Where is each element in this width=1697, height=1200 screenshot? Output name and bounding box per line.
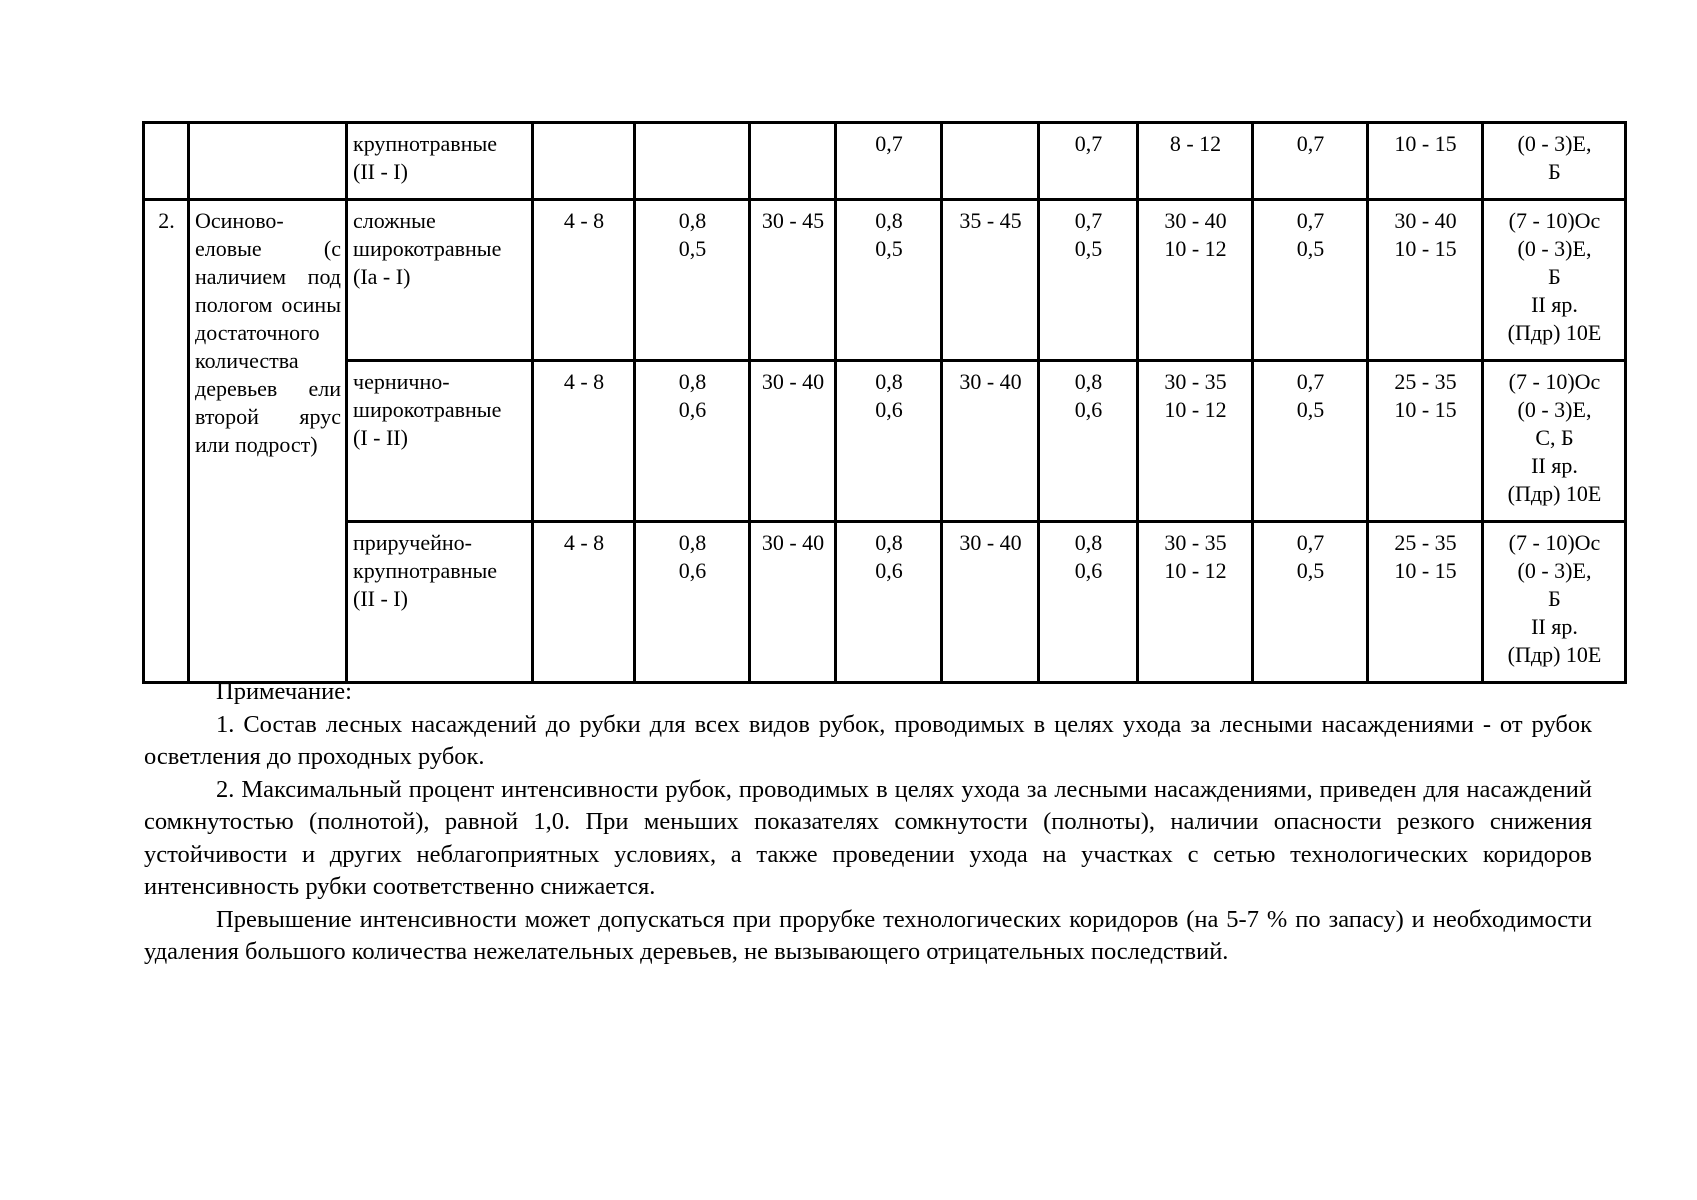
cell-value [942,123,1039,200]
cell-value [635,200,750,361]
cell-value [1368,522,1483,683]
cell-value [1368,200,1483,361]
cell-line: 0,8 [875,208,903,233]
cell-line: 30 - 40 [959,369,1022,394]
cell-line: (7 - 10)Ос [1508,369,1601,394]
cell-value [1253,123,1368,200]
cell-line: 0,5 [678,236,707,261]
cell-line: 4 - 8 [563,208,605,233]
cell-line: (II - I) [353,159,408,184]
notes-title: Примечание: [216,678,352,705]
cell-line: Б [1548,159,1561,184]
note-paragraph-1: 1. Состав лесных насаждений до рубки для всех видов рубок, проводимых в целях ухода за лесными насаждениями - от рубок осветления до проходных рубок. [144,710,1592,770]
cell-value [836,361,942,522]
cell-line: 30 - 45 [761,208,825,233]
cell-number: 2. [144,200,189,683]
cell-value [942,522,1039,683]
cell-line: широкотравные [353,236,502,261]
cell-value [1039,522,1138,683]
cell-line: 30 - 35 [1164,369,1227,394]
cell-line: (7 - 10)Ос [1508,530,1601,555]
cell-line: широкотравные [353,397,502,422]
cell-line: 0,5 [1296,558,1325,583]
cell-number [144,123,189,200]
cell-line: 0,6 [678,397,707,422]
cell-value [533,361,635,522]
cell-line: 0,6 [678,558,707,583]
cell-line: 8 - 12 [1169,131,1222,156]
cell-line: (0 - 3)Е, [1517,397,1592,422]
cell-line: (7 - 10)Ос [1508,208,1601,233]
cell-value [635,123,750,200]
cell-line: крупнотравные [353,558,498,583]
cell-line: 30 - 40 [959,530,1022,555]
cell-line: 0,7 [1296,530,1325,555]
cell-line: 0,7 [1074,131,1103,156]
cell-value [1368,123,1483,200]
cell-value [836,522,942,683]
cell-line: 0,5 [1074,236,1103,261]
cell-value [1253,361,1368,522]
cell-line: 0,6 [1074,558,1103,583]
cell-value [635,361,750,522]
cell-line: 25 - 35 [1394,369,1457,394]
cell-composition [1483,361,1626,522]
cell-value [1138,200,1253,361]
cell-line: (I - II) [353,425,408,450]
notes-section [144,676,1592,969]
cell-value [1368,361,1483,522]
cell-forest-type [347,361,533,522]
cell-line: 0,5 [1296,397,1325,422]
cell-line: (0 - 3)Е, [1517,131,1592,156]
cell-line: 0,8 [1074,530,1103,555]
cell-value [750,200,836,361]
table-row [144,200,1626,361]
cell-composition [1483,522,1626,683]
cell-line: II яр. [1531,453,1578,478]
cell-value [750,522,836,683]
cell-value [635,522,750,683]
cell-forest-type [347,522,533,683]
note-paragraph-3: Превышение интенсивности может допускаться при прорубке технологических коридоров (на 5-7 % по запасу) и необходимости удаления большого количества нежелательных деревьев, не вызывающего отрицательных последствий. [144,905,1592,965]
cell-value [942,200,1039,361]
cell-line: 10 - 15 [1394,558,1457,583]
cell-line: 0,7 [1296,208,1325,233]
cell-line: II яр. [1531,614,1578,639]
cell-value [1039,123,1138,200]
cell-line: II яр. [1531,292,1578,317]
cell-value [1138,361,1253,522]
cell-line: 0,8 [875,369,903,394]
cell-line: (Пдр) 10Е [1507,481,1602,506]
cell-line: 10 - 12 [1164,236,1227,261]
cell-line: 0,8 [678,208,707,233]
cell-line: сложные [353,208,436,233]
cell-line: 10 - 12 [1164,397,1227,422]
cell-line: 0,6 [875,397,903,422]
table-row [144,361,1626,522]
cell-line: 30 - 35 [1164,530,1227,555]
cell-value [1039,200,1138,361]
cell-forest-type [347,123,533,200]
cell-value [1138,522,1253,683]
table-row [144,123,1626,200]
table-body [144,123,1626,683]
cell-line: 0,8 [1074,369,1103,394]
cell-line: 0,5 [875,236,903,261]
cell-line: 0,6 [875,558,903,583]
cell-line: 0,8 [678,369,707,394]
cell-value [1138,123,1253,200]
cell-value [1039,361,1138,522]
cell-line: 30 - 40 [1164,208,1227,233]
cell-group [189,123,347,200]
cell-line: Б [1548,264,1561,289]
cell-line: 30 - 40 [1394,208,1457,233]
cell-line: 35 - 45 [959,208,1022,233]
cell-value [750,123,836,200]
cell-line: 10 - 15 [1394,131,1457,156]
cell-line: чернично- [353,369,450,394]
cell-line: 10 - 12 [1164,558,1227,583]
cell-line: 0,7 [875,131,903,156]
cell-value [1253,200,1368,361]
cell-value [533,522,635,683]
cell-value [836,123,942,200]
cell-line: крупнотравные [353,131,498,156]
cell-line: 0,8 [678,530,707,555]
cell-line: (II - I) [353,586,408,611]
cell-line: 30 - 40 [761,369,825,394]
cell-group: Осиново-еловые (с наличием под пологом осины достаточного количества деревьев ели второй ярус или подрост) [189,200,347,683]
cell-value [533,123,635,200]
cell-value [533,200,635,361]
cell-line: 0,5 [1296,236,1325,261]
cell-line: 4 - 8 [563,369,605,394]
forest-care-table [142,121,1627,684]
table-row [144,522,1626,683]
cell-line: 4 - 8 [563,530,605,555]
cell-value [1253,522,1368,683]
cell-line: 25 - 35 [1394,530,1457,555]
cell-line: (0 - 3)Е, [1517,236,1592,261]
cell-line: 0,6 [1074,397,1103,422]
note-paragraph-2: 2. Максимальный процент интенсивности рубок, проводимых в целях ухода за лесными насаждениями, приведен для насаждений сомкнутостью (полнотой), равной 1,0. При меньших показателях сомкнутости (полноты), наличии опасности резкого снижения устойчивости и других неблагоприятных условиях, а также проведении ухода на участках с сетью технологических коридоров интенсивность рубки соответственно снижается. [144,775,1592,900]
cell-line: 10 - 15 [1394,236,1457,261]
cell-composition [1483,123,1626,200]
cell-line: 0,7 [1296,131,1325,156]
cell-line: 0,7 [1074,208,1103,233]
cell-line: (Пдр) 10Е [1507,320,1602,345]
cell-composition [1483,200,1626,361]
cell-line: С, Б [1535,425,1574,450]
cell-line: 10 - 15 [1394,397,1457,422]
cell-line: Б [1548,586,1561,611]
cell-line: 0,7 [1296,369,1325,394]
cell-value [836,200,942,361]
cell-value [750,361,836,522]
cell-forest-type [347,200,533,361]
cell-line: 0,8 [875,530,903,555]
cell-line: (Пдр) 10Е [1507,642,1602,667]
cell-line: (Ia - I) [353,264,411,289]
cell-value [942,361,1039,522]
cell-line: приручейно- [353,530,472,555]
cell-line: (0 - 3)Е, [1517,558,1592,583]
cell-line: 30 - 40 [761,530,825,555]
